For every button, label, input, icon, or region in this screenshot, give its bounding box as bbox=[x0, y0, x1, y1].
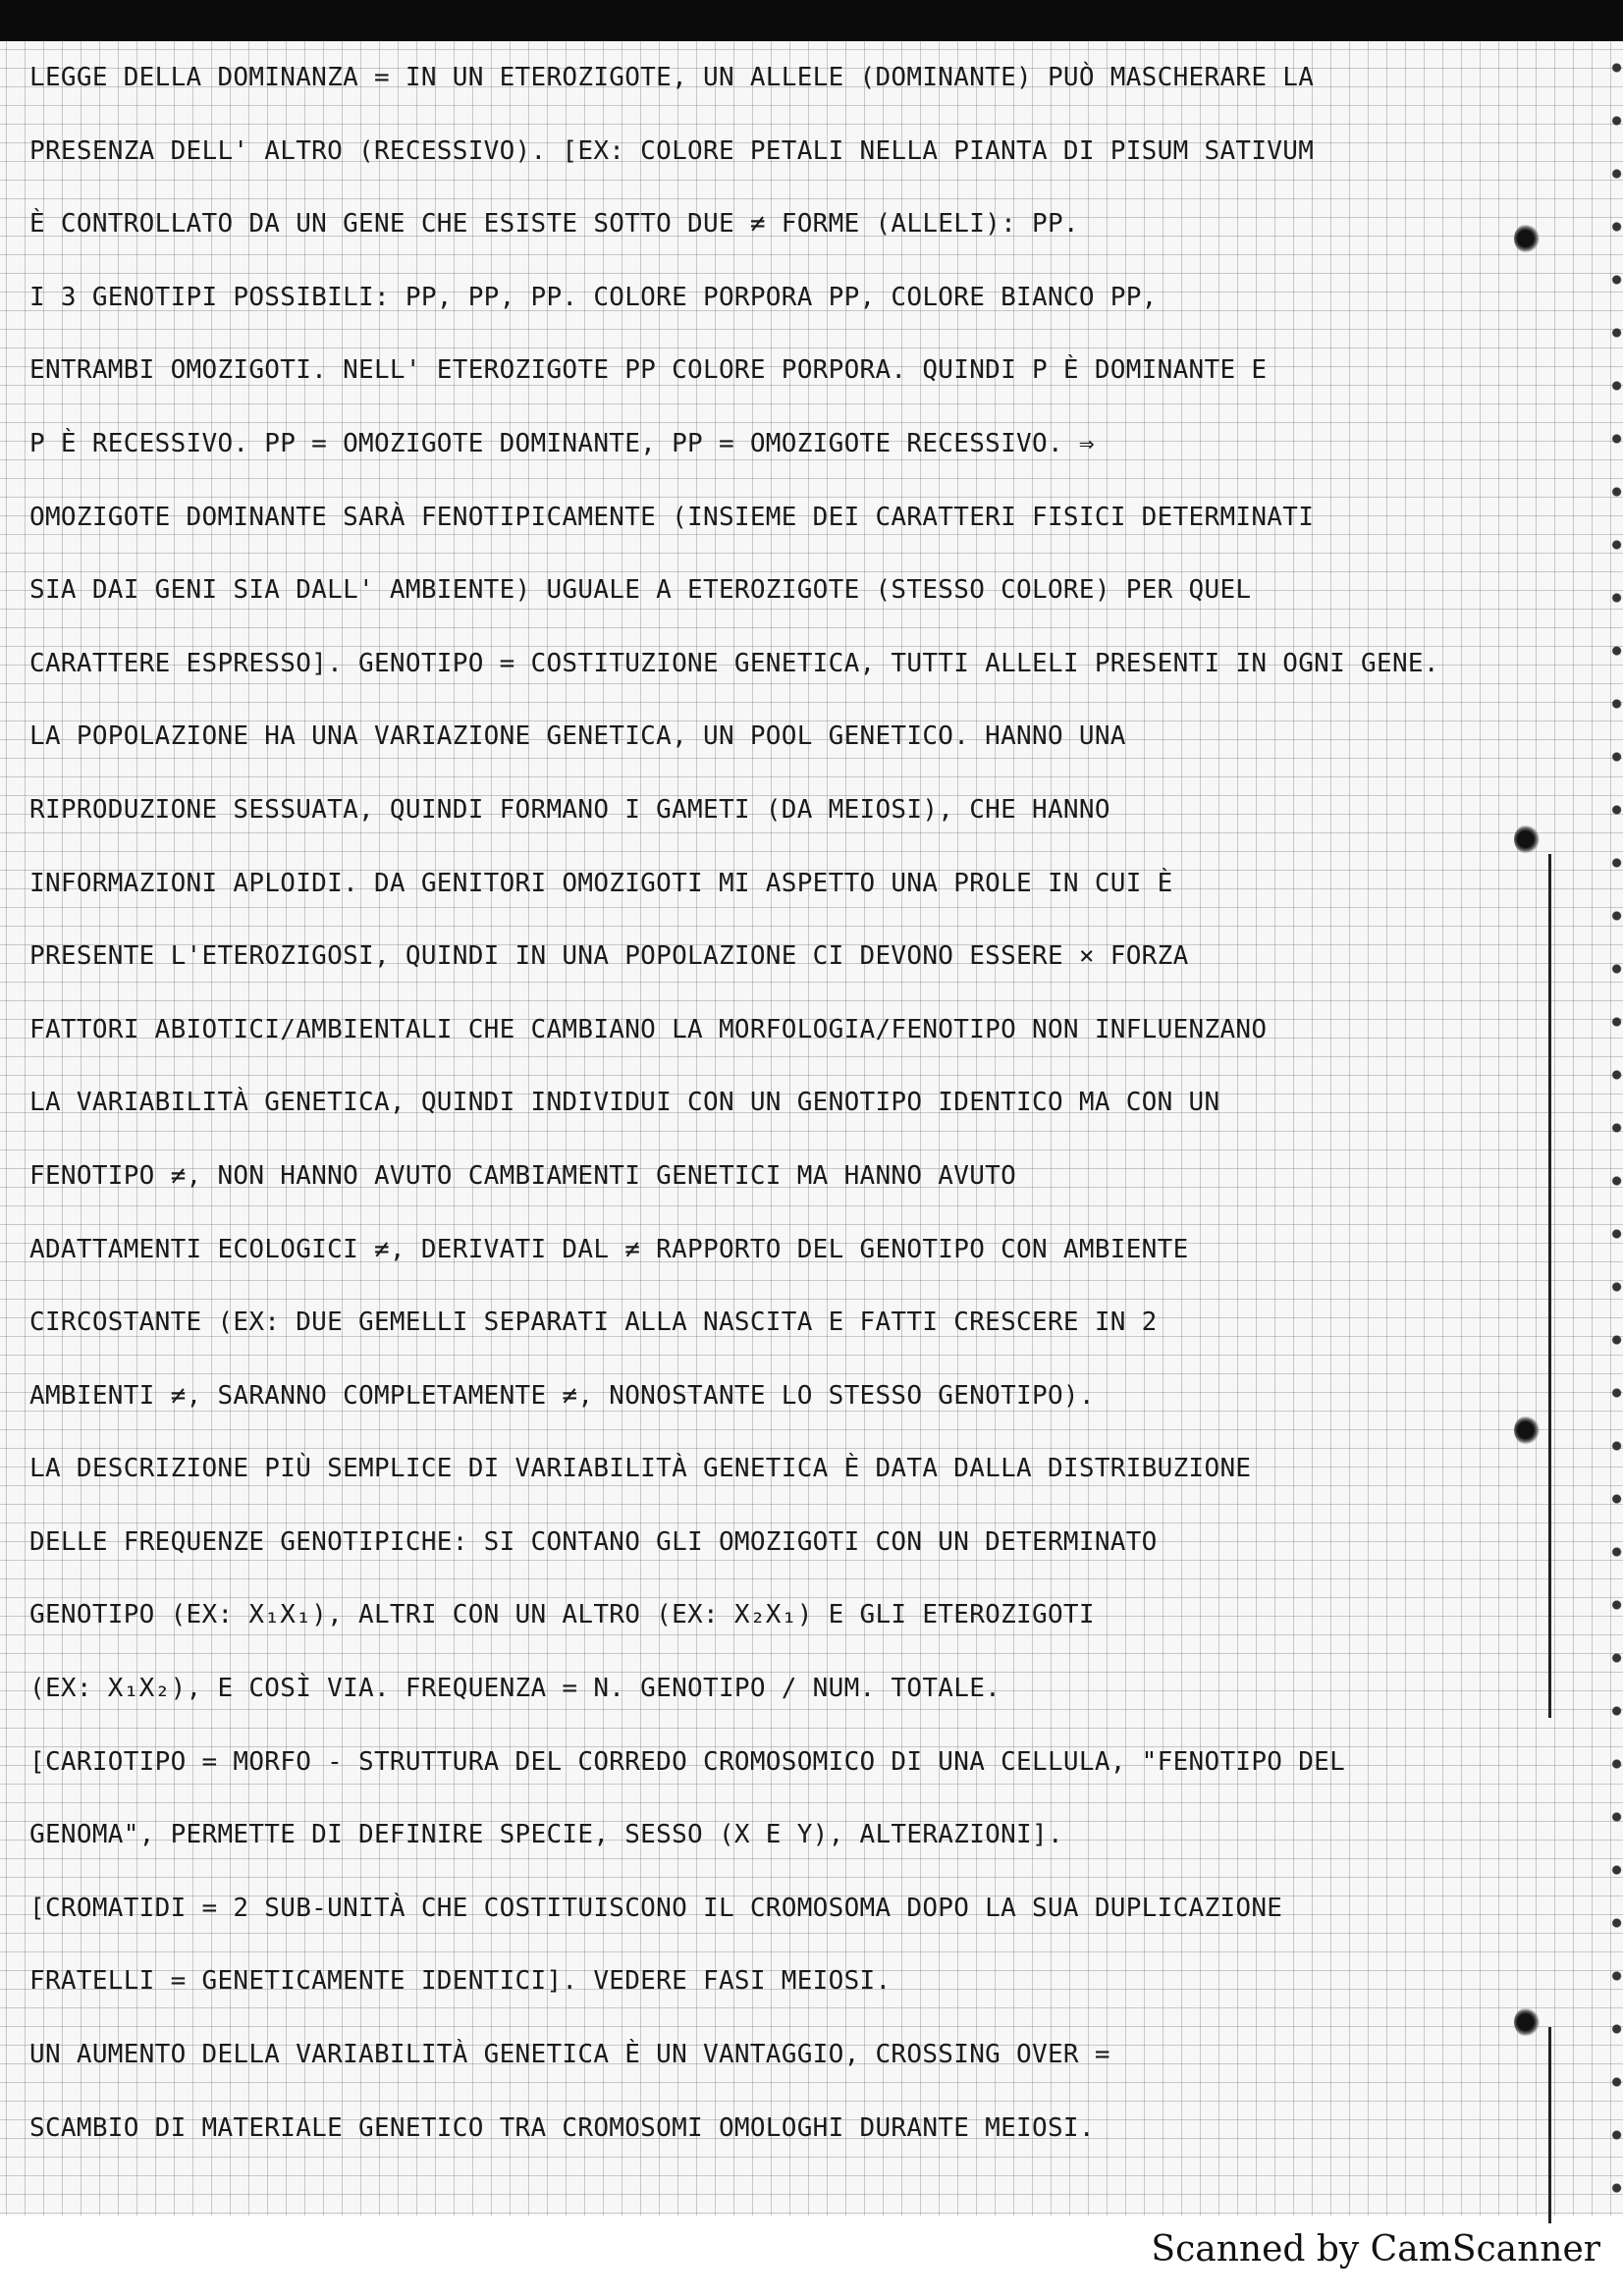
note-line: PRESENTE L'ETEROZIGOSI, QUINDI IN UNA POPOLAZIONE CI DEVONO ESSERE × FORZA bbox=[29, 941, 1189, 972]
scan-top-border bbox=[0, 0, 1623, 41]
note-line: CARATTERE ESPRESSO]. GENOTIPO = COSTITUZIONE GENETICA, TUTTI ALLELI PRESENTI IN OGNI GENE. bbox=[29, 648, 1439, 678]
note-line: PRESENZA DELL' ALTRO (RECESSIVO). [EX: COLORE PETALI NELLA PIANTA DI PISUM SATIVUM bbox=[29, 135, 1315, 166]
note-line: UN AUMENTO DELLA VARIABILITÀ GENETICA È UN VANTAGGIO, CROSSING OVER = bbox=[29, 2040, 1110, 2070]
margin-bracket bbox=[1548, 2027, 1551, 2223]
note-line: FRATELLI = GENETICAMENTE IDENTICI]. VEDERE FASI MEIOSI. bbox=[29, 1966, 892, 1997]
margin-bracket bbox=[1548, 854, 1551, 1718]
note-line: ADATTAMENTI ECOLOGICI ≠, DERIVATI DAL ≠ RAPPORTO DEL GENOTIPO CON AMBIENTE bbox=[29, 1234, 1189, 1264]
note-line: OMOZIGOTE DOMINANTE SARÀ FENOTIPICAMENTE (INSIEME DEI CARATTERI FISICI DETERMINATI bbox=[29, 502, 1315, 532]
note-line: LA VARIABILITÀ GENETICA, QUINDI INDIVIDUI CON UN GENOTIPO IDENTICO MA CON UN bbox=[29, 1088, 1220, 1118]
note-line: GENOTIPO (EX: X₁X₁), ALTRI CON UN ALTRO (EX: X₂X₁) E GLI ETEROZIGOTI bbox=[29, 1600, 1095, 1630]
note-line: È CONTROLLATO DA UN GENE CHE ESISTE SOTTO DUE ≠ FORME (ALLELI): PP. bbox=[29, 209, 1079, 240]
note-line: P È RECESSIVO. PP = OMOZIGOTE DOMINANTE, PP = OMOZIGOTE RECESSIVO. ⇒ bbox=[29, 428, 1095, 458]
note-line: LEGGE DELLA DOMINANZA = IN UN ETEROZIGOTE, UN ALLELE (DOMINANTE) PUÒ MASCHERARE LA bbox=[29, 63, 1315, 92]
note-line: LA POPOLAZIONE HA UNA VARIAZIONE GENETICA, UN POOL GENETICO. HANNO UNA bbox=[29, 721, 1126, 752]
note-line: LA DESCRIZIONE PIÙ SEMPLICE DI VARIABILITÀ GENETICA È DATA DALLA DISTRIBUZIONE bbox=[29, 1454, 1252, 1484]
note-line: [CARIOTIPO = MORFO - STRUTTURA DEL CORREDO CROMOSOMICO DI UNA CELLULA, "FENOTIPO DEL bbox=[29, 1746, 1346, 1777]
note-line: ENTRAMBI OMOZIGOTI. NELL' ETEROZIGOTE PP COLORE PORPORA. QUINDI P È DOMINANTE E bbox=[29, 355, 1268, 386]
note-line: INFORMAZIONI APLOIDI. DA GENITORI OMOZIGOTI MI ASPETTO UNA PROLE IN CUI È bbox=[29, 868, 1173, 898]
note-line: I 3 GENOTIPI POSSIBILI: PP, PP, PP. COLORE PORPORA PP, COLORE BIANCO PP, bbox=[29, 282, 1158, 312]
note-line: SCAMBIO DI MATERIALE GENETICO TRA CROMOSOMI OMOLOGHI DURANTE MEIOSI. bbox=[29, 2112, 1095, 2143]
note-line: FENOTIPO ≠, NON HANNO AVUTO CAMBIAMENTI GENETICI MA HANNO AVUTO bbox=[29, 1160, 1017, 1191]
note-line: CIRCOSTANTE (EX: DUE GEMELLI SEPARATI ALLA NASCITA E FATTI CRESCERE IN 2 bbox=[29, 1308, 1158, 1338]
note-line: (EX: X₁X₂), E COSÌ VIA. FREQUENZA = N. GENOTIPO / NUM. TOTALE. bbox=[29, 1674, 1001, 1704]
note-line: RIPRODUZIONE SESSUATA, QUINDI FORMANO I GAMETI (DA MEIOSI), CHE HANNO bbox=[29, 794, 1110, 825]
note-line: DELLE FREQUENZE GENOTIPICHE: SI CONTANO GLI OMOZIGOTI CON UN DETERMINATO bbox=[29, 1526, 1158, 1557]
binder-edge-marks bbox=[1607, 41, 1623, 2216]
note-line: FATTORI ABIOTICI/AMBIENTALI CHE CAMBIANO LA MORFOLOGIA/FENOTIPO NON INFLUENZANO bbox=[29, 1014, 1268, 1044]
note-line: [CROMATIDI = 2 SUB-UNITÀ CHE COSTITUISCONO IL CROMOSOMA DOPO LA SUA DUPLICAZIONE bbox=[29, 1893, 1283, 1923]
note-line: GENOMA", PERMETTE DI DEFINIRE SPECIE, SESSO (X E Y), ALTERAZIONI]. bbox=[29, 1820, 1063, 1850]
note-line: AMBIENTI ≠, SARANNO COMPLETAMENTE ≠, NONOSTANTE LO STESSO GENOTIPO). bbox=[29, 1380, 1095, 1411]
note-line: SIA DAI GENI SIA DALL' AMBIENTE) UGUALE A ETEROZIGOTE (STESSO COLORE) PER QUEL bbox=[29, 575, 1252, 606]
scanner-watermark: Scanned by CamScanner bbox=[1151, 2229, 1600, 2269]
handwritten-notes bbox=[22, 41, 1534, 2201]
